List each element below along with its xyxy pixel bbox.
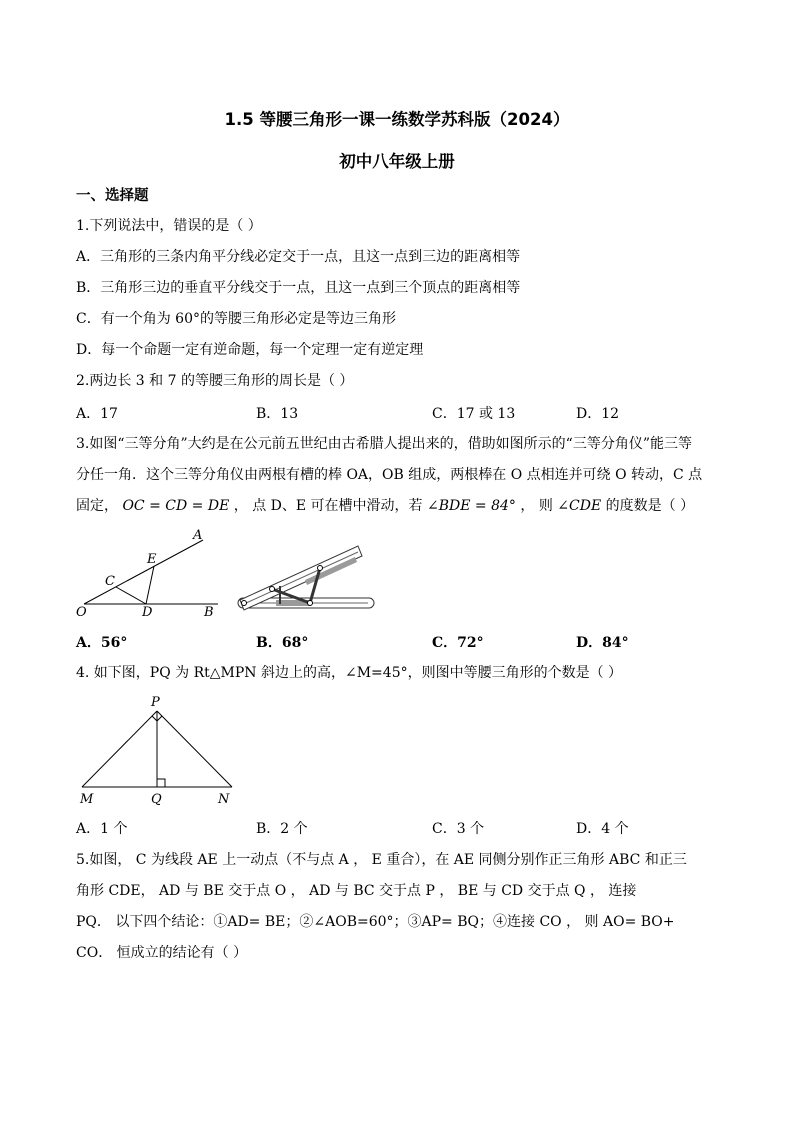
q1-stem: 1.下列说法中，错误的是（ ） bbox=[76, 218, 262, 234]
q5-line4: CO． 恒成立的结论有（ ） bbox=[76, 945, 248, 961]
q4-label-q: Q bbox=[151, 792, 162, 807]
q4-option-c: C．3 个 bbox=[432, 821, 485, 837]
q5-line2: 角形 CDE， AD 与 BE 交于点 O ， AD 与 BC 交于点 P ， BE 与 CD 交于点 Q ， 连接 bbox=[76, 883, 637, 899]
q4-label-p: P bbox=[151, 695, 160, 710]
q5-line1: 5.如图， C 为线段 AE 上一动点（不与点 A ， E 重合），在 AE 同侧分别作正三角形 ABC 和正三 bbox=[76, 852, 687, 868]
q4-stem: 4. 如下图，PQ 为 Rt△MPN 斜边上的高，∠M=45°，则图中等腰三角形的个数是（ ） bbox=[76, 665, 623, 681]
q4-option-a: A．1 个 bbox=[76, 821, 128, 837]
q3-line2: 分任一角．这个三等分角仪由两根有槽的棒 OA，OB 组成，两根棒在 O 点相连并可绕 O 转动，C 点 bbox=[76, 467, 703, 483]
q3-option-b: B．68° bbox=[256, 635, 309, 651]
q1-option-b: B．三角形三边的垂直平分线交于一点，且这一点到三个顶点的距离相等 bbox=[76, 280, 521, 296]
q2-option-d: D．12 bbox=[576, 406, 620, 422]
q3-option-a: A．56° bbox=[76, 635, 128, 651]
q2-option-c: C．17 或 13 bbox=[432, 406, 516, 422]
q4-option-b: B．2 个 bbox=[256, 821, 308, 837]
q3-line3-text-c: ， 则 bbox=[520, 498, 553, 514]
q4-label-m: M bbox=[80, 792, 94, 807]
document-title: 1.5 等腰三角形一课一练数学苏科版（2024） bbox=[224, 110, 570, 129]
q3-option-d: D．84° bbox=[576, 635, 629, 651]
q4-label-n: N bbox=[218, 792, 230, 807]
q3-math-angle-cde: ∠CDE bbox=[557, 498, 602, 514]
section-heading-choice: 一、选择题 bbox=[76, 188, 149, 204]
q3-math-oc-cd-de: OC = CD = DE bbox=[122, 498, 230, 514]
q3-label-c: C bbox=[105, 574, 115, 589]
q5-line3: PQ． 以下四个结论：①AD= BE；②∠AOB=60°；③AP= BQ；④连接 CO ， 则 AO= BO+ bbox=[76, 914, 675, 930]
q3-line1: 3.如图“三等分角”大约是在公元前五世纪由古希腊人提出来的，借助如图所示的“三等分角仪”能三等 bbox=[76, 436, 692, 452]
q1-option-d: D．每一个命题一定有逆命题，每一个定理一定有逆定理 bbox=[76, 342, 424, 358]
q3-label-b: B bbox=[204, 605, 214, 620]
q3-label-o: O bbox=[76, 605, 87, 620]
q3-line3-text-a: 固定， bbox=[76, 498, 118, 514]
document-subtitle: 初中八年级上册 bbox=[339, 152, 455, 171]
q3-line3-text-d: 的度数是（ ） bbox=[605, 498, 695, 514]
q1-option-a: A．三角形的三条内角平分线必定交于一点，且这一点到三边的距离相等 bbox=[76, 249, 521, 265]
q2-stem: 2.两边长 3 和 7 的等腰三角形的周长是（ ） bbox=[76, 373, 354, 389]
q3-option-c: C．72° bbox=[432, 635, 484, 651]
q3-label-e: E bbox=[147, 552, 157, 567]
q4-option-d: D．4 个 bbox=[576, 821, 629, 837]
q2-option-a: A．17 bbox=[76, 406, 118, 422]
q1-option-c: C．有一个角为 60°的等腰三角形必定是等边三角形 bbox=[76, 311, 396, 327]
q3-label-a: A bbox=[193, 528, 203, 543]
q3-label-d: D bbox=[142, 605, 153, 620]
q3-math-angle-bde: ∠BDE = 84° bbox=[427, 498, 516, 514]
q3-line3-text-b: ， 点 D、E 可在槽中滑动，若 bbox=[233, 498, 423, 514]
q2-option-b: B．13 bbox=[256, 406, 299, 422]
